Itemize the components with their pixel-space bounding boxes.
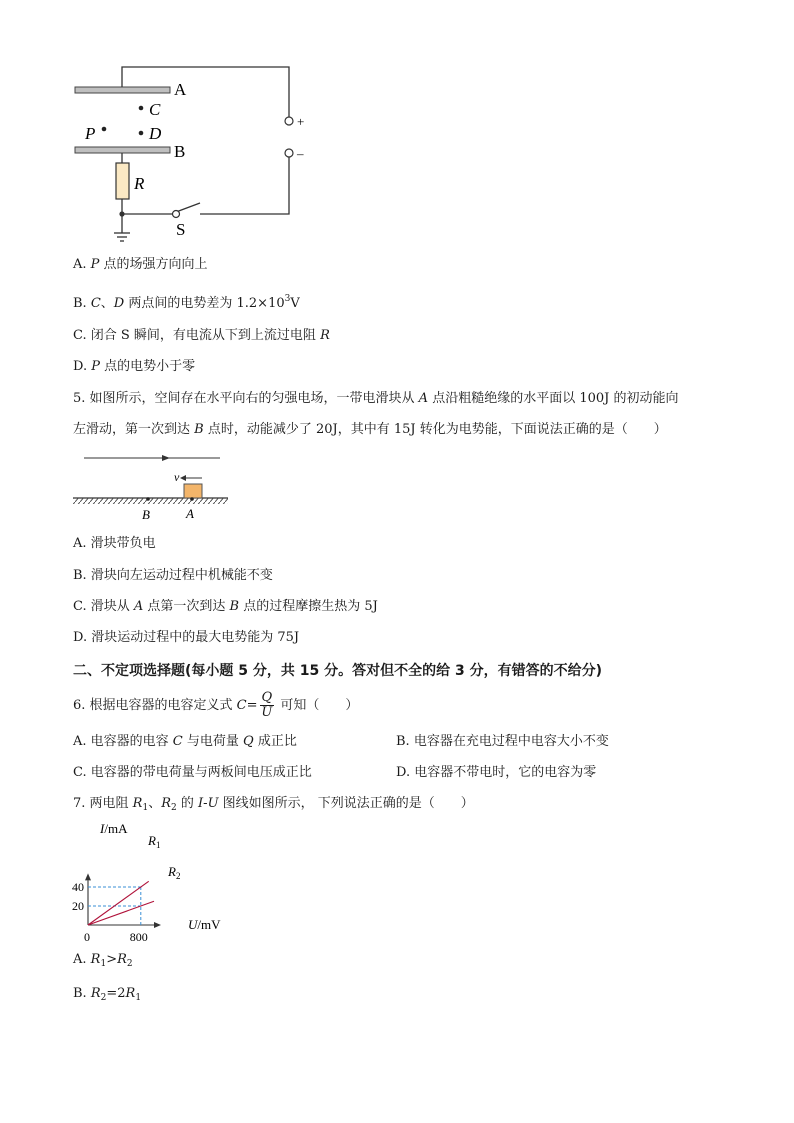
q7-option-a: A. $R_1>R_2$ xyxy=(73,952,133,969)
wire-bottom-right xyxy=(200,157,289,214)
label-r: R xyxy=(134,174,145,193)
label-v: v xyxy=(174,470,180,484)
q4-option-a: A. P 点的场强方向向上 xyxy=(73,257,208,272)
q5-stem-line1: 5. 如图所示，空间存在水平向右的匀强电场，一带电滑块从 A 点沿粗糙绝缘的水平面以 100J 的初动能向 xyxy=(73,391,679,406)
q7-option-b: B. $R_2=2R_1$ xyxy=(73,986,142,1003)
label-b: B xyxy=(174,142,186,161)
terminal-plus xyxy=(285,117,293,125)
point-d xyxy=(139,131,144,136)
point-p xyxy=(102,127,107,132)
label-minus: – xyxy=(297,146,304,161)
series-r1-label: $R_1$ xyxy=(148,833,161,850)
label-d: D xyxy=(149,124,162,143)
switch-pivot xyxy=(173,211,180,218)
q4-option-d: D. P 点的电势小于零 xyxy=(73,359,196,374)
capacitor-circuit-figure xyxy=(60,55,330,250)
sliding-block-figure xyxy=(70,448,240,523)
q5-option-d: D. 滑块运动过程中的最大电势能为 75J xyxy=(73,630,300,645)
origin-label: 0 xyxy=(84,930,90,944)
q5-option-b: B. 滑块向左运动过程中机械能不变 xyxy=(73,568,273,583)
label-plus: + xyxy=(297,114,305,129)
series-r1-line xyxy=(88,881,149,925)
plate-b xyxy=(75,147,170,153)
q7-stem: 7. 两电阻 $R_1$、$R_2$ 的 I-U 图线如图所示， 下列说法正确的是（ ） xyxy=(73,796,474,813)
q6-option-b: B. 电容器在充电过程中电容大小不变 xyxy=(396,734,609,749)
point-c xyxy=(139,106,144,111)
q6-option-a: A. 电容器的电容 C 与电荷量 Q 成正比 xyxy=(73,734,297,749)
q4-option-c: C. 闭合 S 瞬间，有电流从下到上流过电阻 R xyxy=(73,328,330,343)
y-axis-label: I/mA xyxy=(100,821,128,836)
point-b xyxy=(146,497,150,501)
resistor-r xyxy=(116,163,129,199)
field-arrow-head xyxy=(162,455,170,461)
x-axis-label: U/mV xyxy=(188,917,221,932)
terminal-minus xyxy=(285,149,293,157)
q4-option-b: B. C、D 两点间的电势差为 $1.2\times 10^3V$ xyxy=(73,294,300,311)
sliding-block xyxy=(184,484,202,498)
plate-a xyxy=(75,87,170,93)
q6-option-c: C. 电容器的带电荷量与两板间电压成正比 xyxy=(73,765,312,780)
x-tick-800: 800 xyxy=(129,930,148,944)
velocity-arrow-head xyxy=(180,475,186,481)
x-axis-arrow xyxy=(154,922,161,928)
label-b: B xyxy=(142,507,150,522)
y-axis-arrow xyxy=(85,873,91,880)
q6-option-d: D. 电容器不带电时，它的电容为零 xyxy=(396,765,597,780)
series-r2-label: $R_2$ xyxy=(168,864,181,881)
label-a: A xyxy=(186,506,194,521)
fraction-q-over-u: $\frac{Q}{U}$ xyxy=(261,690,273,720)
label-p: P xyxy=(85,124,96,143)
ground-hatch xyxy=(73,498,228,504)
y-tick-20: 20 xyxy=(72,899,84,913)
point-a xyxy=(190,497,194,501)
junction-node xyxy=(119,211,124,216)
q6-stem: 6. 根据电容器的电容定义式 C= $\frac{Q}{U}$ 可知（ ） xyxy=(73,690,359,720)
q5-stem-line2: 左滑动，第一次到达 B 点时，动能减少了 20J，其中有 15J 转化为电势能，下面说法正确的是（ ） xyxy=(73,422,667,437)
label-a: A xyxy=(174,80,187,99)
q5-option-a: A. 滑块带负电 xyxy=(73,536,156,551)
q5-option-c: C. 滑块从 A 点第一次到达 B 点的过程摩擦生热为 5J xyxy=(73,599,378,614)
iu-chart xyxy=(68,820,243,945)
y-tick-40: 40 xyxy=(72,880,84,894)
label-c: C xyxy=(149,100,161,119)
switch-blade xyxy=(176,203,200,212)
section-2-title: 二、不定项选择题(每小题 5 分，共 15 分。答对但不全的给 3 分，有错答的不给分) xyxy=(73,663,603,679)
series-r2-line xyxy=(88,901,154,925)
label-s: S xyxy=(176,220,186,239)
